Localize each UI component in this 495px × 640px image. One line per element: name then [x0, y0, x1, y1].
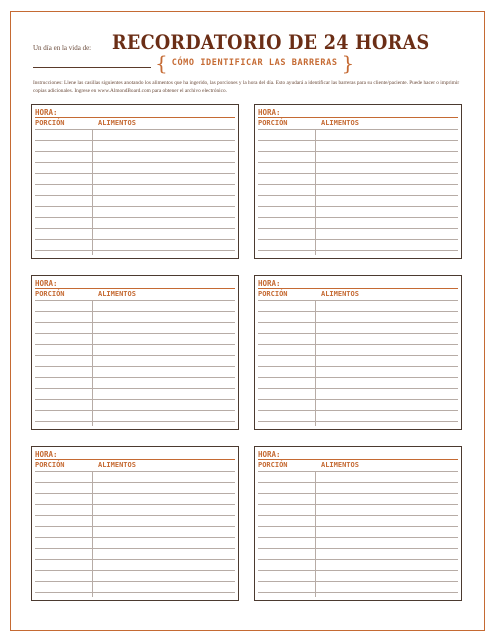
hora-label: HORA:	[35, 279, 58, 288]
entry-row[interactable]	[35, 140, 235, 151]
food-log-box-1	[31, 104, 239, 259]
hora-label: HORA:	[35, 108, 58, 117]
entry-row[interactable]	[35, 250, 235, 261]
entry-rows	[35, 300, 235, 432]
entry-row[interactable]	[258, 537, 458, 548]
entry-row[interactable]	[35, 537, 235, 548]
page-subtitle: CÓMO IDENTIFICAR LAS BARRERAS	[171, 58, 338, 68]
porcion-column-header: PORCIÓN	[35, 290, 65, 298]
entry-row[interactable]	[35, 206, 235, 217]
hora-label: HORA:	[258, 450, 281, 459]
entry-row[interactable]	[258, 217, 458, 228]
entry-row[interactable]	[35, 526, 235, 537]
entry-row[interactable]	[35, 322, 235, 333]
entry-row[interactable]	[35, 421, 235, 432]
entry-row[interactable]	[35, 377, 235, 388]
entry-row[interactable]	[35, 311, 235, 322]
entry-row[interactable]	[35, 228, 235, 239]
entry-row[interactable]	[258, 548, 458, 559]
entry-row[interactable]	[35, 559, 235, 570]
entry-row[interactable]	[258, 388, 458, 399]
entry-rows	[258, 129, 458, 261]
entry-row[interactable]	[35, 333, 235, 344]
entry-row[interactable]	[258, 377, 458, 388]
entry-rows	[258, 300, 458, 432]
entry-row[interactable]	[258, 300, 458, 311]
entry-row[interactable]	[258, 526, 458, 537]
page-title: RECORDATORIO DE 24 HORAS	[112, 30, 430, 54]
entry-row[interactable]	[258, 355, 458, 366]
alimentos-column-header: ALIMENTOS	[98, 119, 136, 127]
entry-row[interactable]	[35, 388, 235, 399]
entry-row[interactable]	[258, 515, 458, 526]
entry-row[interactable]	[35, 504, 235, 515]
alimentos-column-header: ALIMENTOS	[321, 119, 359, 127]
entry-row[interactable]	[258, 410, 458, 421]
entry-row[interactable]	[258, 559, 458, 570]
hora-field-line[interactable]	[258, 459, 458, 460]
hora-label: HORA:	[35, 450, 58, 459]
entry-row[interactable]	[258, 173, 458, 184]
entry-row[interactable]	[35, 570, 235, 581]
hora-label: HORA:	[258, 279, 281, 288]
entry-rows	[258, 471, 458, 603]
hora-field-line[interactable]	[258, 117, 458, 118]
right-brace: }	[341, 51, 355, 75]
porcion-column-header: PORCIÓN	[258, 461, 288, 469]
entry-row[interactable]	[35, 592, 235, 603]
left-brace: {	[155, 51, 168, 75]
entry-row[interactable]	[258, 195, 458, 206]
entry-row[interactable]	[35, 548, 235, 559]
hora-field-line[interactable]	[35, 288, 235, 289]
name-field-line[interactable]	[33, 67, 151, 68]
food-log-box-2	[254, 104, 462, 259]
entry-row[interactable]	[35, 217, 235, 228]
entry-row[interactable]	[35, 162, 235, 173]
entry-row[interactable]	[258, 570, 458, 581]
entry-row[interactable]	[258, 250, 458, 261]
alimentos-column-header: ALIMENTOS	[98, 461, 136, 469]
porcion-column-header: PORCIÓN	[35, 461, 65, 469]
entry-row[interactable]	[258, 592, 458, 603]
subtitle-group	[155, 52, 354, 74]
entry-rows	[35, 471, 235, 603]
entry-row[interactable]	[35, 515, 235, 526]
entry-row[interactable]	[258, 366, 458, 377]
day-label: Un día en la vida de:	[33, 44, 92, 52]
entry-row[interactable]	[35, 173, 235, 184]
food-log-box-4	[254, 275, 462, 430]
entry-row[interactable]	[258, 399, 458, 410]
entry-row[interactable]	[258, 228, 458, 239]
entry-row[interactable]	[258, 471, 458, 482]
hora-label: HORA:	[258, 108, 281, 117]
entry-row[interactable]	[258, 184, 458, 195]
entry-row[interactable]	[35, 410, 235, 421]
entry-row[interactable]	[35, 399, 235, 410]
entry-row[interactable]	[258, 493, 458, 504]
entry-row[interactable]	[35, 184, 235, 195]
porcion-column-header: PORCIÓN	[35, 119, 65, 127]
entry-row[interactable]	[258, 333, 458, 344]
entry-row[interactable]	[258, 344, 458, 355]
entry-row[interactable]	[35, 493, 235, 504]
entry-row[interactable]	[35, 129, 235, 140]
food-log-box-3	[31, 275, 239, 430]
hora-field-line[interactable]	[258, 288, 458, 289]
entry-row[interactable]	[35, 581, 235, 592]
hora-field-line[interactable]	[35, 459, 235, 460]
entry-row[interactable]	[35, 482, 235, 493]
entry-row[interactable]	[35, 344, 235, 355]
porcion-column-header: PORCIÓN	[258, 119, 288, 127]
entry-row[interactable]	[258, 239, 458, 250]
entry-row[interactable]	[258, 581, 458, 592]
entry-row[interactable]	[258, 206, 458, 217]
entry-row[interactable]	[258, 311, 458, 322]
entry-row[interactable]	[35, 366, 235, 377]
entry-row[interactable]	[258, 421, 458, 432]
entry-row[interactable]	[35, 151, 235, 162]
entry-row[interactable]	[35, 355, 235, 366]
entry-rows	[35, 129, 235, 261]
entry-row[interactable]	[258, 151, 458, 162]
instructions-text: Instrucciones: Llene las casillas siguientes anotando los alimentos que ha ingerido, las porciones y la hora del día. Esto ayudará a identificar las barreras para su cliente/paciente. Puede hacer o imprimir copias adicionales. Ingrese en www.AlmondBoard.com para obtener el archivo electrónico.	[33, 80, 460, 95]
entry-row[interactable]	[258, 140, 458, 151]
food-log-box-5	[31, 446, 239, 601]
entry-row[interactable]	[258, 322, 458, 333]
entry-row[interactable]	[258, 504, 458, 515]
alimentos-column-header: ALIMENTOS	[321, 290, 359, 298]
hora-field-line[interactable]	[35, 117, 235, 118]
alimentos-column-header: ALIMENTOS	[98, 290, 136, 298]
alimentos-column-header: ALIMENTOS	[321, 461, 359, 469]
entry-row[interactable]	[258, 129, 458, 140]
entry-row[interactable]	[35, 195, 235, 206]
entry-row[interactable]	[258, 482, 458, 493]
entry-row[interactable]	[258, 162, 458, 173]
entry-row[interactable]	[35, 300, 235, 311]
entry-row[interactable]	[35, 471, 235, 482]
food-log-box-6	[254, 446, 462, 601]
entry-row[interactable]	[35, 239, 235, 250]
porcion-column-header: PORCIÓN	[258, 290, 288, 298]
